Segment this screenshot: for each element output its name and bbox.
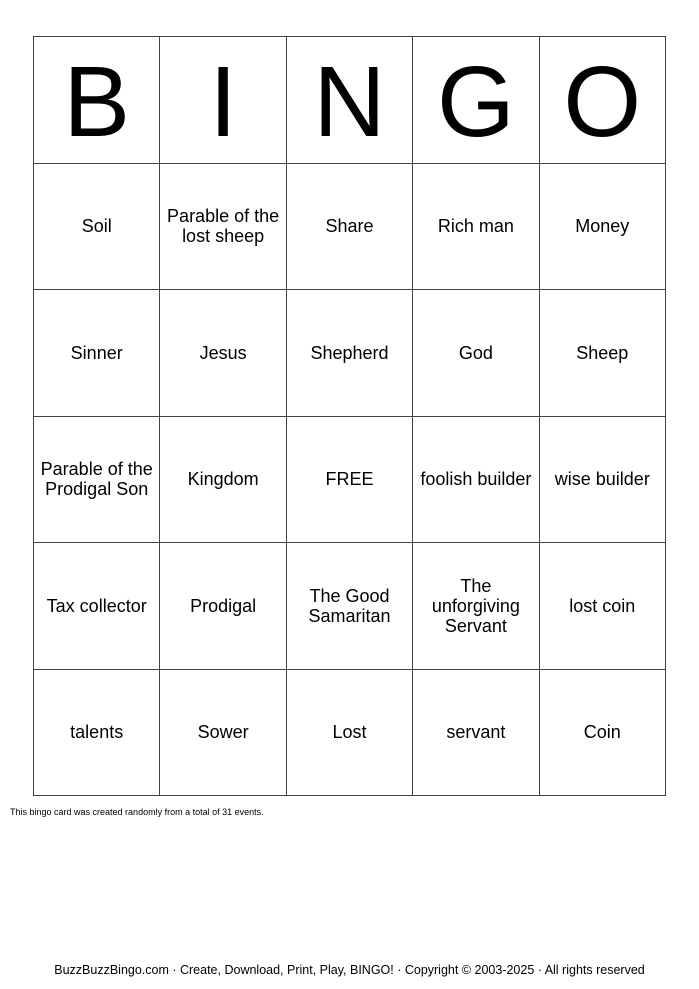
bingo-free-cell: FREE xyxy=(287,417,413,544)
header-letter-b: B xyxy=(34,37,160,164)
bingo-cell: lost coin xyxy=(540,543,666,670)
header-letter-o: O xyxy=(540,37,666,164)
bingo-cell: Money xyxy=(540,164,666,291)
bingo-cell: Parable of the lost sheep xyxy=(160,164,286,291)
bingo-cell: God xyxy=(413,290,539,417)
bingo-cell: Prodigal xyxy=(160,543,286,670)
bingo-cell: Coin xyxy=(540,670,666,797)
bingo-cell: The unforgiving Servant xyxy=(413,543,539,670)
bingo-cell: Lost xyxy=(287,670,413,797)
bingo-cell: foolish builder xyxy=(413,417,539,544)
bingo-cell: The Good Samaritan xyxy=(287,543,413,670)
bingo-cell: Sinner xyxy=(34,290,160,417)
header-letter-g: G xyxy=(413,37,539,164)
header-letter-n: N xyxy=(287,37,413,164)
bingo-cell: servant xyxy=(413,670,539,797)
bingo-cell: Share xyxy=(287,164,413,291)
bingo-cell: Rich man xyxy=(413,164,539,291)
card-footnote: This bingo card was created randomly from a total of 31 events. xyxy=(10,807,264,817)
bingo-cell: Tax collector xyxy=(34,543,160,670)
bingo-cell: Shepherd xyxy=(287,290,413,417)
bingo-card xyxy=(33,36,666,796)
bingo-cell: Parable of the Prodigal Son xyxy=(34,417,160,544)
bingo-cell: Sower xyxy=(160,670,286,797)
bingo-cell: Sheep xyxy=(540,290,666,417)
bingo-cell: wise builder xyxy=(540,417,666,544)
bingo-cell: talents xyxy=(34,670,160,797)
header-letter-i: I xyxy=(160,37,286,164)
bingo-cell: Soil xyxy=(34,164,160,291)
bingo-cell: Jesus xyxy=(160,290,286,417)
bingo-cell: Kingdom xyxy=(160,417,286,544)
page-footer: BuzzBuzzBingo.com · Create, Download, Print, Play, BINGO! · Copyright © 2003-2025 · All rights reserved xyxy=(54,963,645,977)
